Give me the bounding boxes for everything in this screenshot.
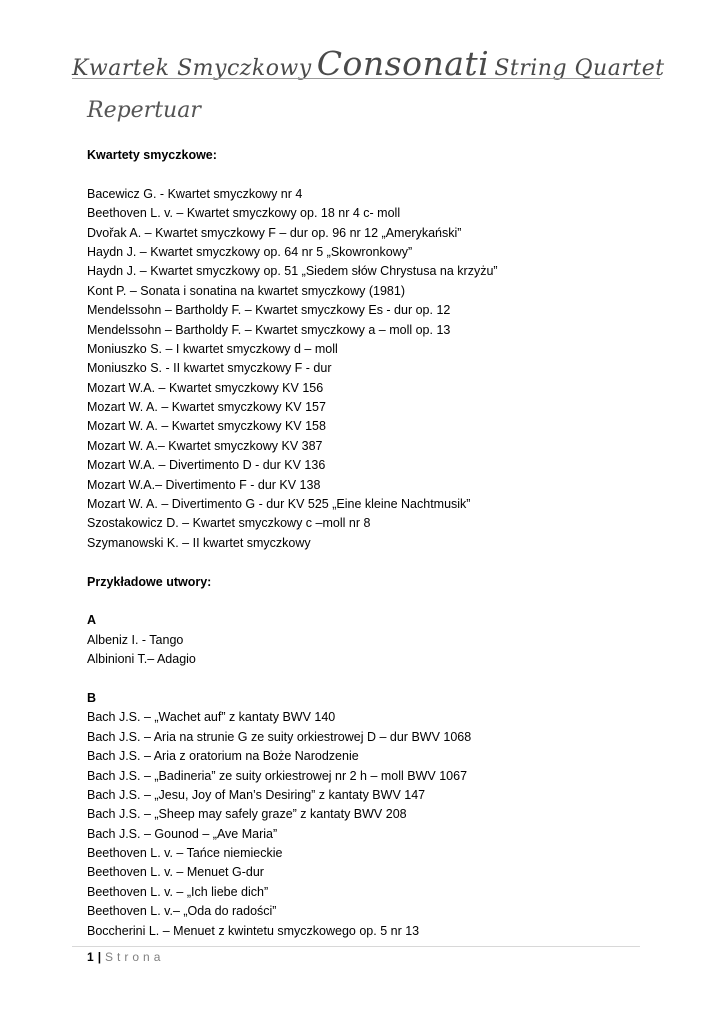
list-item: Albeniz I. - Tango <box>87 632 184 647</box>
examples-heading: Przykładowe utwory: <box>87 574 212 589</box>
list-item: Albinioni T.– Adagio <box>87 652 196 667</box>
list-item: Bach J.S. – „Wachet auf” z kantaty BWV 140 <box>87 710 336 725</box>
list-item: Haydn J. – Kwartet smyczkowy op. 51 „Siedem słów Chrystusa na krzyżu” <box>87 264 498 279</box>
list-item: Moniuszko S. – I kwartet smyczkowy d – moll <box>87 341 338 356</box>
page-number: 1 <box>87 950 94 964</box>
examples-list-b <box>87 708 647 941</box>
list-item: Mendelssohn – Bartholdy F. – Kwartet smyczkowy a – moll op. 13 <box>87 322 451 337</box>
footer-divider <box>72 946 640 947</box>
list-item: Mozart W. A.– Kwartet smyczkowy KV 387 <box>87 438 323 453</box>
list-item: Bacewicz G. - Kwartet smyczkowy nr 4 <box>87 186 303 201</box>
spacer <box>87 592 647 611</box>
page-footer <box>87 950 164 964</box>
list-item: Beethoven L. v. – Menuet G-dur <box>87 865 264 880</box>
list-item: Dvořak A. – Kwartet smyczkowy F – dur op. 96 nr 12 „Amerykański” <box>87 225 462 240</box>
list-item: Beethoven L. v. – Tańce niemieckie <box>87 846 283 861</box>
quartets-list <box>87 185 647 553</box>
list-item: Bach J.S. – „Sheep may safely graze” z kantaty BWV 208 <box>87 807 407 822</box>
list-item: Bach J.S. – Gounod – „Ave Maria” <box>87 826 278 841</box>
spacer <box>87 553 647 572</box>
list-item: Mozart W. A. – Divertimento G - dur KV 525 „Eine kleine Nachtmusik” <box>87 497 471 512</box>
list-item: Beethoven L. v. – Kwartet smyczkowy op. 18 nr 4 c- moll <box>87 206 401 221</box>
header-title-right: String Quartet <box>494 56 665 81</box>
page-label: Strona <box>105 950 165 964</box>
quartets-heading: Kwartety smyczkowe: <box>87 148 217 162</box>
list-item: Bach J.S. – „Badineria” ze suity orkiestrowej nr 2 h – moll BWV 1067 <box>87 768 468 783</box>
spacer <box>87 165 647 184</box>
list-item: Beethoven L. v. – „Ich liebe dich” <box>87 884 269 899</box>
list-item: Mozart W. A. – Kwartet smyczkowy KV 157 <box>87 400 326 415</box>
header-divider <box>72 78 660 79</box>
header-title-brand: Consonati <box>316 44 490 83</box>
list-item: Haydn J. – Kwartet smyczkowy op. 64 nr 5 „Skowronkowy” <box>87 244 413 259</box>
footer-separator: | <box>97 950 102 964</box>
examples-list-a <box>87 631 647 670</box>
section-title: Repertuar <box>87 98 201 123</box>
header-title-left: Kwartek Smyczkowy <box>72 56 312 81</box>
list-item: Beethoven L. v.– „Oda do radości” <box>87 904 277 919</box>
list-item: Mozart W.A.– Divertimento F - dur KV 138 <box>87 477 321 492</box>
letter-heading-b: B <box>87 690 97 705</box>
list-item: Bach J.S. – Aria na strunie G ze suity orkiestrowej D – dur BWV 1068 <box>87 729 472 744</box>
list-item: Moniuszko S. - II kwartet smyczkowy F - dur <box>87 361 332 376</box>
page-header <box>72 44 665 83</box>
list-item: Boccherini L. – Menuet z kwintetu smyczkowego op. 5 nr 13 <box>87 923 420 938</box>
list-item: Kont P. – Sonata i sonatina na kwartet smyczkowy (1981) <box>87 283 405 298</box>
spacer <box>87 670 647 689</box>
list-item: Mozart W.A. – Kwartet smyczkowy KV 156 <box>87 380 324 395</box>
list-item: Mozart W.A. – Divertimento D - dur KV 136 <box>87 458 326 473</box>
list-item: Mozart W. A. – Kwartet smyczkowy KV 158 <box>87 419 326 434</box>
list-item: Mendelssohn – Bartholdy F. – Kwartet smyczkowy Es - dur op. 12 <box>87 303 451 318</box>
list-item: Bach J.S. – Aria z oratorium na Boże Narodzenie <box>87 749 359 764</box>
list-item: Szostakowicz D. – Kwartet smyczkowy c –moll nr 8 <box>87 516 371 531</box>
document-body <box>87 146 647 941</box>
list-item: Szymanowski K. – II kwartet smyczkowy <box>87 535 311 550</box>
list-item: Bach J.S. – „Jesu, Joy of Man’s Desiring” z kantaty BWV 147 <box>87 787 426 802</box>
letter-heading-a: A <box>87 613 97 628</box>
